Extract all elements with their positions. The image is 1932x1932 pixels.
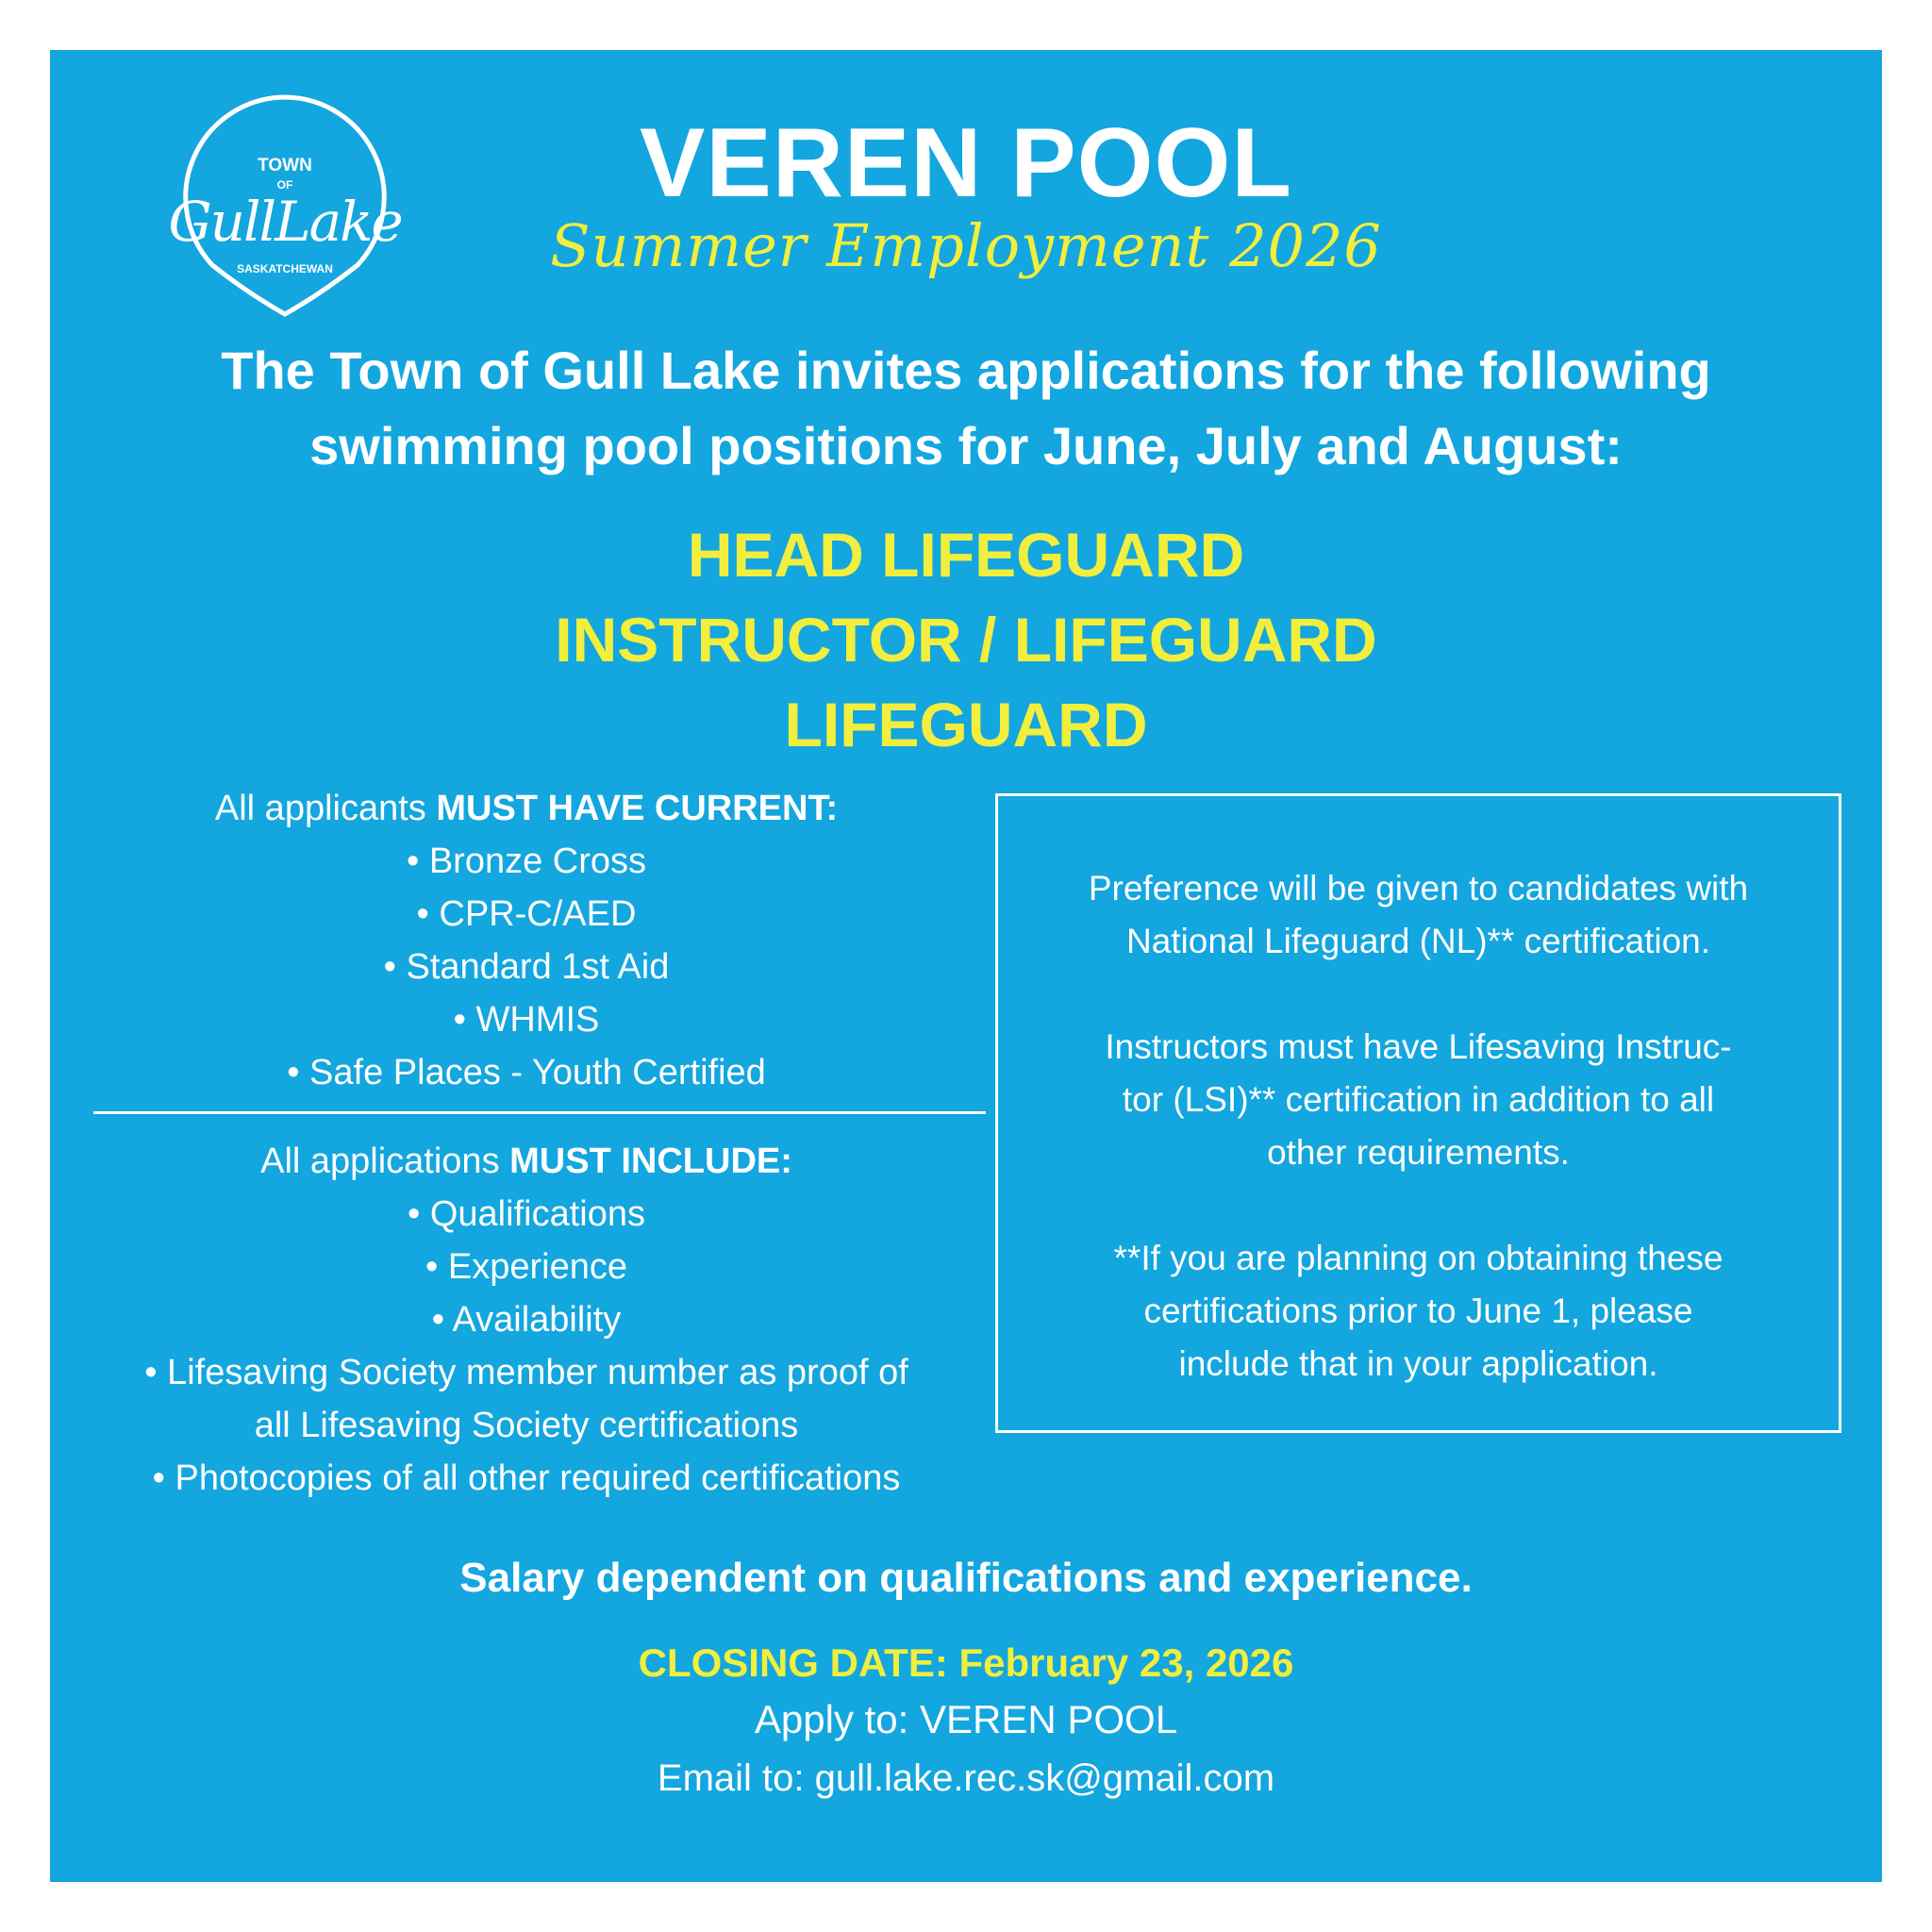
intro-text: [50, 333, 1882, 484]
page-title: VEREN POOL: [640, 108, 1292, 218]
include-item: • Experience: [425, 1247, 627, 1287]
requirements-section: [78, 782, 974, 1099]
subtitle: Summer Employment 2026: [550, 211, 1382, 280]
notes-line: Preference will be given to candidates with: [1088, 869, 1749, 908]
intro-line-1: The Town of Gull Lake invites applications for the following: [221, 341, 1711, 400]
notes-planning: [998, 1232, 1839, 1391]
requirement-item: • Bronze Cross: [406, 841, 647, 881]
requirement-item: • Standard 1st Aid: [383, 947, 670, 987]
logo-province-text: SASKATCHEWAN: [237, 262, 333, 275]
logo-town-text: TOWN: [258, 156, 312, 175]
email-contact[interactable]: Email to: gull.lake.rec.sk@gmail.com: [657, 1757, 1275, 1799]
includes-emphasis: MUST INCLUDE:: [509, 1141, 792, 1181]
section-divider: [93, 1111, 986, 1114]
logo-script-text: GullLake: [168, 190, 402, 254]
notes-line: National Lifeguard (NL)** certification.: [1125, 922, 1711, 960]
requirements-heading: [78, 782, 974, 835]
closing-date: CLOSING DATE: February 23, 2026: [638, 1641, 1294, 1685]
salary-note: Salary dependent on qualifications and experience.: [459, 1555, 1473, 1601]
notes-box: [995, 793, 1841, 1433]
apply-to: Apply to: VEREN POOL: [754, 1697, 1178, 1741]
notes-preference: [998, 862, 1839, 968]
position-item: HEAD LIFEGUARD: [687, 520, 1245, 590]
include-item: all Lifesaving Society certifications: [254, 1406, 799, 1445]
position-item: INSTRUCTOR / LIFEGUARD: [555, 605, 1377, 675]
notes-line: include that in your application.: [1178, 1344, 1658, 1383]
poster-panel: [50, 50, 1882, 1882]
include-item: • Qualifications: [408, 1194, 645, 1234]
notes-line: certifications prior to June 1, please: [1143, 1291, 1693, 1330]
requirement-item: • WHMIS: [453, 1000, 600, 1040]
notes-line: Instructors must have Lifesaving Instruc-: [1105, 1027, 1732, 1066]
notes-line: tor (LSI)** certification in addition to all: [1122, 1080, 1715, 1119]
position-item: LIFEGUARD: [784, 690, 1148, 759]
includes-lead: All applications: [260, 1141, 510, 1181]
includes-section: [78, 1135, 974, 1505]
logo-of-text: OF: [276, 178, 293, 192]
intro-line-2: swimming pool positions for June, July and August:: [309, 416, 1623, 475]
notes-line: **If you are planning on obtaining these: [1113, 1239, 1724, 1277]
includes-heading: [78, 1135, 974, 1188]
notes-instructors: [998, 1021, 1839, 1179]
notes-line: other requirements.: [1267, 1133, 1570, 1172]
requirements-lead: All applicants: [214, 789, 437, 828]
requirements-emphasis: MUST HAVE CURRENT:: [436, 789, 839, 828]
positions-list: [50, 512, 1882, 767]
include-item: • Lifesaving Society member number as proof of: [144, 1353, 908, 1392]
include-item: • Photocopies of all other required certifications: [152, 1458, 901, 1498]
requirement-item: • CPR-C/AED: [416, 894, 637, 934]
include-item: • Availability: [431, 1300, 622, 1340]
requirement-item: • Safe Places - Youth Certified: [287, 1053, 766, 1092]
